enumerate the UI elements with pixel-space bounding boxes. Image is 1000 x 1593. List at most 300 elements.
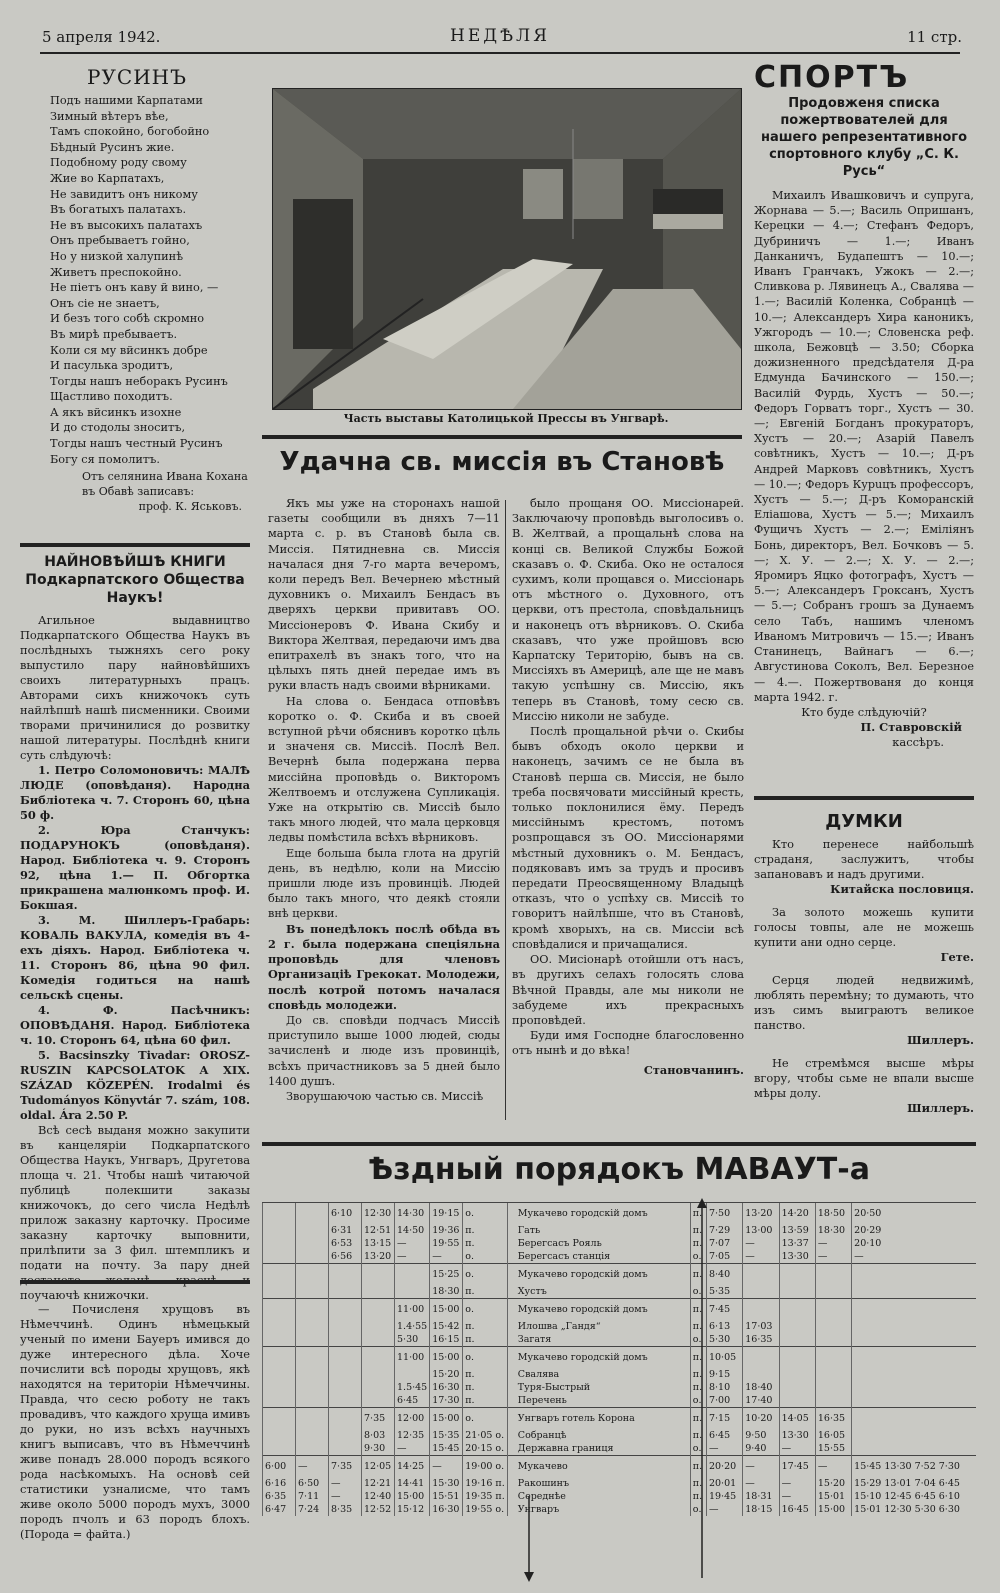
departure-time: 15·25 <box>430 1264 463 1286</box>
departure-time: п. <box>463 1285 508 1299</box>
arrival-time: 7·05 <box>706 1250 742 1264</box>
departure-time: о. <box>463 1347 508 1369</box>
poem-line: Не въ высокихъ палатахъ <box>50 218 203 232</box>
departure-time <box>362 1320 395 1333</box>
arrival-time: 13·00 <box>743 1224 779 1237</box>
departure-time: 14·30 <box>395 1203 430 1225</box>
timetable-row <box>263 1224 977 1237</box>
arrival-time: 16·35 <box>815 1408 851 1430</box>
departure-time: 6·00 <box>263 1456 296 1478</box>
arrival-time: п. <box>690 1456 706 1478</box>
arrival-time <box>779 1333 815 1347</box>
poem-line: И безъ того собѣ скромно <box>50 312 205 326</box>
departure-time: 13·15 <box>362 1237 395 1250</box>
thought-author: Шиллеръ. <box>907 1033 974 1047</box>
station-name: Мукачево городскiй домъ <box>507 1347 690 1369</box>
arrival-time <box>743 1299 779 1321</box>
arrival-time: 20·01 <box>706 1477 742 1490</box>
departure-time: 13·20 <box>362 1250 395 1264</box>
departure-time: 6·16 <box>263 1477 296 1490</box>
arrival-time <box>852 1299 976 1321</box>
departure-time: 15·45 <box>430 1442 463 1456</box>
departure-time: п. <box>463 1320 508 1333</box>
departure-time <box>329 1264 362 1286</box>
paper-title: НЕДѢЛЯ <box>450 26 550 46</box>
arrival-time: 20·29 <box>852 1224 976 1237</box>
arrival-time <box>779 1320 815 1333</box>
arrival-time <box>779 1381 815 1394</box>
arrival-time <box>815 1299 851 1321</box>
sport-block <box>754 60 974 790</box>
arrival-time: 7·00 <box>706 1394 742 1408</box>
departure-time <box>362 1264 395 1286</box>
departure-time: 15·12 <box>395 1503 430 1516</box>
station-name: Мукачево городскiй домъ <box>507 1203 690 1225</box>
station-name: Илошва „Гандя“ <box>507 1320 690 1333</box>
arrival-time: 7·45 <box>706 1299 742 1321</box>
departure-time <box>395 1368 430 1381</box>
departure-time: — <box>395 1442 430 1456</box>
arrival-time: п. <box>690 1203 706 1225</box>
arrival-time <box>779 1394 815 1408</box>
departure-time <box>329 1320 362 1333</box>
departure-time: 18·30 <box>430 1285 463 1299</box>
timetable-row <box>263 1285 977 1299</box>
poem-line: Бѣдный Русинъ жие. <box>50 140 175 154</box>
departure-time: 6·10 <box>329 1203 362 1225</box>
arrival-time: 15·20 <box>815 1477 851 1490</box>
arrival-time: 8·10 <box>706 1381 742 1394</box>
departure-time <box>395 1285 430 1299</box>
departure-time: 19·55 о. <box>463 1503 508 1516</box>
departure-time: 20·15 о. <box>463 1442 508 1456</box>
arrival-time <box>852 1347 976 1369</box>
bus-timetable <box>262 1142 976 1586</box>
thoughts-block <box>754 796 974 1149</box>
photo-caption: Часть выставы Католицькой Прессы въ Унгварѣ. <box>343 412 669 425</box>
departure-time: 1.5·45 <box>395 1381 430 1394</box>
down-arrow-head-icon <box>524 1572 534 1582</box>
departure-time: 19·36 <box>430 1224 463 1237</box>
departure-time: 12·40 <box>362 1490 395 1503</box>
arrival-time: 5·35 <box>706 1285 742 1299</box>
arrival-time: 16·05 <box>815 1429 851 1442</box>
arrival-time <box>779 1299 815 1321</box>
departure-time: 15·30 <box>430 1477 463 1490</box>
departure-time: 6·50 <box>296 1477 329 1490</box>
arrival-time <box>815 1394 851 1408</box>
departure-time: 11·00 <box>395 1347 430 1369</box>
mission-title: Удачна св. миссiя въ Становѣ <box>279 447 725 477</box>
timetable-row <box>263 1368 977 1381</box>
departure-time: 6·31 <box>329 1224 362 1237</box>
poem-block <box>22 65 252 535</box>
arrival-time: — <box>815 1237 851 1250</box>
arrival-time: п. <box>690 1320 706 1333</box>
departure-time: 12·30 <box>362 1203 395 1225</box>
arrival-time: о. <box>690 1285 706 1299</box>
poem-line: Не пiетъ онъ каву й вино, — <box>50 281 219 295</box>
arrival-time <box>852 1381 976 1394</box>
arrival-time: о. <box>690 1503 706 1516</box>
arrival-time: 6·13 <box>706 1320 742 1333</box>
arrival-time: — <box>743 1250 779 1264</box>
departure-time: 15·51 <box>430 1490 463 1503</box>
departure-time: — <box>395 1250 430 1264</box>
arrival-time: 19·45 <box>706 1490 742 1503</box>
departure-time: — <box>296 1456 329 1478</box>
departure-time <box>329 1333 362 1347</box>
departure-time <box>329 1368 362 1381</box>
arrival-time: 17·45 <box>779 1456 815 1478</box>
arrival-time: 6·45 <box>706 1429 742 1442</box>
mission-paragraph: На слова о. Бендаса отповѣвъ коротко о. Ф. Скиба и въ своей вступной рѣчи обяснивъ коротко цѣль и значеня св. Миссiѣ. Послѣ Вел. Вечернѣ была подержана перва миссiйна проповѣдь о. Викторомъ Желтвоемъ и отслужена Супликацiя. Уже на открытiю св. Миссiѣ было такъ много людей, что мала церковця ледвы помѣстила всѣхъ вѣрниковъ. <box>268 694 500 845</box>
timetable-row <box>263 1490 977 1503</box>
arrival-time: — <box>852 1250 976 1264</box>
timetable-grid <box>262 1202 976 1516</box>
arrival-time: п. <box>690 1490 706 1503</box>
arrival-time <box>743 1264 779 1286</box>
departure-time: 16·15 <box>430 1333 463 1347</box>
poem-line: Тогды нашъ неборакъ Русинъ <box>50 374 228 388</box>
departure-time: 12·21 <box>362 1477 395 1490</box>
arrival-time: 10·05 <box>706 1347 742 1369</box>
sport-signer: П. Ставровскiй <box>860 719 962 734</box>
books-title: НАЙНОВѢЙШѢ КНИГИ Подкарпатского Общества Наукъ! <box>25 554 245 606</box>
departure-time: — <box>395 1237 430 1250</box>
mission-paragraph: Якъ мы уже на сторонахъ нашой газеты сообщили въ дняхъ 7—11 марта с. р. въ Становѣ была св. Миссiя. Пятидневна св. Миссiя началася дня 7-го марта вечеромъ, коли передъ Вел. Вечернею мѣстный духовникъ о. Михаилъ Бендасъ въ дверяхъ церкви привитавъ ОО. Миссiонеровъ Ф. Ивана Скибу и Виктора Желтвая, передаючи имъ два епитрахелѣ въ знакъ того, что на цѣлыхъ пять дней передае имъ въ руки власть надъ своими вѣрниками. <box>268 497 500 693</box>
departure-time: о. <box>463 1264 508 1286</box>
bugs-text: — Почисленя хрущовъ въ Нѣмеччинѣ. Одинъ нѣмецькый ученый по имени Бауеръ имився до дуже интересного дѣла. Хоче почислити всѣ породы хрущовъ, якѣ находятся на територiи Нѣмеччины. Правда, что сесю роботу не такъ провадивъ, что каждого хруща имивъ до руки, но изъ всѣхъ научныхъ книгъ выписавъ, что въ Нѣмеччинѣ живе понадъ 28.000 породъ всякого рода насѣкомыхъ. На основѣ сей статистики узналисме, что тамъ живе около 5000 породъ мухъ, 3000 породъ пчолъ и 63 породъ блохъ. (Порода = файта.) <box>20 1302 250 1541</box>
departure-time: п. <box>463 1224 508 1237</box>
departure-time: о. <box>463 1203 508 1225</box>
arrival-time: п. <box>690 1237 706 1250</box>
arrival-time: — <box>743 1237 779 1250</box>
arrival-time <box>852 1320 976 1333</box>
departure-time <box>362 1368 395 1381</box>
departure-time <box>329 1394 362 1408</box>
arrival-time <box>743 1368 779 1381</box>
masthead <box>30 22 970 58</box>
thoughts-title: ДУМКИ <box>825 811 903 832</box>
arrival-time: 15·29 13·01 7·04 6·45 <box>852 1477 976 1490</box>
departure-time: 15·00 <box>430 1408 463 1430</box>
arrival-time: 18·30 <box>815 1224 851 1237</box>
arrival-time: п. <box>690 1299 706 1321</box>
arrival-time <box>852 1394 976 1408</box>
departure-time: 12·52 <box>362 1503 395 1516</box>
mission-paragraph: Еще больша была глота на другiй день, въ недѣлю, коли на Миссiю пришли люде изъ провинцiѣ. Людей было такъ много, что деякѣ стояли внѣ церкви. <box>268 846 500 921</box>
departure-time: 16·30 <box>430 1503 463 1516</box>
arrival-time: 15·45 13·30 7·52 7·30 <box>852 1456 976 1478</box>
timetable-row <box>263 1237 977 1250</box>
thought-author: Гете. <box>940 950 974 964</box>
arrival-time: — <box>779 1477 815 1490</box>
timetable-row <box>263 1477 977 1490</box>
mission-signature: Становчанинъ. <box>643 1062 744 1077</box>
departure-time: 12·00 <box>395 1408 430 1430</box>
timetable-row <box>263 1381 977 1394</box>
arrival-time <box>779 1368 815 1381</box>
departure-time: 15·35 <box>430 1429 463 1442</box>
departure-time: 6·45 <box>395 1394 430 1408</box>
arrival-time <box>815 1368 851 1381</box>
poem-line: Тогды нашъ честный Русинъ <box>50 437 223 451</box>
book-item: 4. Ф. Пасѣчникъ: ОПОВѢДАНЯ. Народ. Библiотека ч. 10. Сторонъ 64, цѣна 60 фил. <box>20 1003 250 1047</box>
arrival-time: 16·45 <box>779 1503 815 1516</box>
arrival-time <box>815 1381 851 1394</box>
book-item: 1. Петро Соломоновичъ: МАЛѢ ЛЮДЕ (оповѣданя). Народна Библiотека ч. 7. Сторонъ 60, цѣна 50 ф. <box>20 763 250 822</box>
departure-time: 19·35 п. <box>463 1490 508 1503</box>
arrival-time: п. <box>690 1477 706 1490</box>
station-name: Гать <box>507 1224 690 1237</box>
arrival-time: о. <box>690 1394 706 1408</box>
bugs-article <box>20 1280 250 1572</box>
station-name: Свалява <box>507 1368 690 1381</box>
mission-paragraph: Въ понедѣлокъ послѣ обѣда въ 2 г. была подержана спецiяльна проповѣдь для членовъ Организацiѣ Грекокат. Молодежи, послѣ котрой потомъ началася сповѣдь молодежи. <box>268 921 500 1012</box>
arrival-time: 7·15 <box>706 1408 742 1430</box>
arrival-time: п. <box>690 1347 706 1369</box>
departure-time: 19·55 <box>430 1237 463 1250</box>
departure-time: 15·42 <box>430 1320 463 1333</box>
poem-line: И до стодолы зноситъ, <box>50 421 186 435</box>
departure-time: 12·05 <box>362 1456 395 1478</box>
sport-title: СПОРТЪ <box>754 60 910 95</box>
arrival-time: п. <box>690 1381 706 1394</box>
arrival-time <box>815 1347 851 1369</box>
departure-time: — <box>430 1456 463 1478</box>
station-name: Берегсасъ Рояль <box>507 1237 690 1250</box>
departure-time <box>362 1394 395 1408</box>
arrival-time: — <box>706 1503 742 1516</box>
departure-time: 8·03 <box>362 1429 395 1442</box>
arrival-time <box>815 1320 851 1333</box>
departure-time: 8·35 <box>329 1503 362 1516</box>
arrival-time <box>852 1442 976 1456</box>
mission-paragraph: До св. сповѣди подчасъ Миссiѣ приступило выше 1000 людей, сюды зачисленѣ и люде изъ провинцiѣ, всѣхъ причастниковъ за 5 дней было 1400 душъ. <box>268 1013 500 1088</box>
thought-text: За золото можешь купити голосы товпы, але не можешь купити ани одно серце. <box>754 905 974 949</box>
arrival-time: 7·29 <box>706 1224 742 1237</box>
poem-note: Отъ селянина Ивана Кохана въ Обавѣ записавъ: <box>82 470 248 499</box>
issue-date: 5 апреля 1942. <box>42 28 161 46</box>
arrival-time: 7·07 <box>706 1237 742 1250</box>
arrival-time: о. <box>690 1250 706 1264</box>
thought-text: Не стремѣмся высше мѣры вгору, чтобы сьме не впали высше мѣры долу. <box>754 1056 974 1100</box>
mission-column-divider <box>505 500 506 1120</box>
arrival-time: 8·40 <box>706 1264 742 1286</box>
timetable-row <box>263 1203 977 1225</box>
station-name: Перечень <box>507 1394 690 1408</box>
departure-time <box>362 1333 395 1347</box>
timetable-row <box>263 1264 977 1286</box>
arrival-time: 14·20 <box>779 1203 815 1225</box>
departure-time: 16·30 <box>430 1381 463 1394</box>
timetable-title: Ѣздный порядокъ МАВАУТ-а <box>368 1152 870 1187</box>
poem-line: Живетъ преспокойно. <box>50 265 182 279</box>
departure-time <box>362 1347 395 1369</box>
departure-time <box>329 1347 362 1369</box>
book-item: 2. Юра Станчукъ: ПОДАРУНОКЪ (оповѣданя). Народ. Библiотека ч. 9. Сторонъ 92, цѣна 1.— П. Обгортка прикрашена малюнкомъ проф. И. Бокшая. <box>20 823 250 912</box>
arrival-time: — <box>815 1250 851 1264</box>
arrival-time: 13·30 <box>779 1250 815 1264</box>
arrival-time: 15·10 12·45 6·45 6·10 <box>852 1490 976 1503</box>
station-name: Унгваръ готель Корона <box>507 1408 690 1430</box>
departure-time <box>329 1442 362 1456</box>
mission-paragraph: Послѣ прощальной рѣчи о. Скибы бывъ обходъ около церкви и наконецъ, зачимъ се не была въ Становѣ перша св. Миссiя, не было треба посвячовати миссiйный кресть, только поклонилися ёму. Передъ миссiйнымъ крестомъ, потомъ розпрощався зъ ОО. Миссiонарями мѣстный духовникъ о. М. Бендасъ, подяковавъ имъ за трудъ и просивъ передати Преосвященному Владыцѣ отказъ, что о успѣху св. Миссiѣ то говоритъ найлѣпше, что въ Становѣ, кромѣ хворыхъ, на св. Миссiи всѣ сповѣдалися и причащалися. <box>512 725 744 951</box>
books-outro: Всѣ сесѣ выданя можно закупити въ канцелярiи Подкарпатского Общества Наукъ, Унгваръ, Другетова площа ч. 21. Чтобы нашѣ читаючой публицѣ полекшити заказы книжочокъ, до сего числа Недѣлѣ прилож заказну карточку. Просиме заказну карточку выповнити, прилѣпити за 3 фил. штемпликъ и подати на почту. За пару дней достанете желанѣ краснѣ и поучаючѣ книжочки. <box>20 1123 250 1302</box>
arrival-time: 13·37 <box>779 1237 815 1250</box>
departure-time: 12·51 <box>362 1224 395 1237</box>
sport-subtitle: Продовженя списка пожертвователей для нашего репрезентативного спортовного клубу „С. К. Русь“ <box>760 96 968 179</box>
arrival-time: п. <box>690 1408 706 1430</box>
poem-line: И пасулька зродитъ, <box>50 359 174 373</box>
arrival-time <box>852 1368 976 1381</box>
departure-time: 15·20 <box>430 1368 463 1381</box>
arrival-time: 9·50 <box>743 1429 779 1442</box>
timetable-row <box>263 1456 977 1478</box>
arrival-time: — <box>779 1490 815 1503</box>
mission-paragraph: Зворушаючою частью св. Миссiѣ <box>286 1089 484 1103</box>
arrival-time: 15·01 <box>815 1490 851 1503</box>
arrival-time <box>852 1264 976 1286</box>
departure-time: 7·24 <box>296 1503 329 1516</box>
arrival-time <box>779 1264 815 1286</box>
sport-role: кассѣръ. <box>892 734 944 749</box>
poem-line: Тамъ спокойно, богобойно <box>50 125 210 139</box>
departure-time: 6·56 <box>329 1250 362 1264</box>
station-name: Мукачево городскiй домъ <box>507 1264 690 1286</box>
arrival-time: — <box>779 1442 815 1456</box>
poem-line: Зимный вѣтеръ вѣе, <box>50 109 169 123</box>
station-name: Берегсасъ станцiя <box>507 1250 690 1264</box>
arrival-time: 17·40 <box>743 1394 779 1408</box>
timetable-row <box>263 1429 977 1442</box>
arrival-time: 20·10 <box>852 1237 976 1250</box>
timetable-row <box>263 1408 977 1430</box>
timetable-row <box>263 1503 977 1516</box>
departure-time: 11·00 <box>395 1299 430 1321</box>
departure-time: — <box>329 1490 362 1503</box>
arrival-time: 9·40 <box>743 1442 779 1456</box>
departure-time: п. <box>463 1333 508 1347</box>
departure-time: 7·35 <box>329 1456 362 1478</box>
poem-line: А якъ вйсинкъ изохне <box>50 405 182 419</box>
poem-line: Жие во Карпатахъ, <box>50 171 165 185</box>
thought-author: Шиллеръ. <box>907 1101 974 1115</box>
arrival-time <box>779 1285 815 1299</box>
poem-line: Коли ся му вйсинкъ добре <box>50 343 208 357</box>
arrival-time: 18·40 <box>743 1381 779 1394</box>
arrival-time: — <box>706 1442 742 1456</box>
departure-time: п. <box>463 1368 508 1381</box>
arrival-time: 18·50 <box>815 1203 851 1225</box>
arrival-time: 15·55 <box>815 1442 851 1456</box>
arrival-time <box>779 1347 815 1369</box>
thought-author: Китайска пословиця. <box>830 882 974 896</box>
arrival-time: 20·20 <box>706 1456 742 1478</box>
arrival-time <box>852 1429 976 1442</box>
arrival-time: 13·59 <box>779 1224 815 1237</box>
sport-donors: Михаилъ Ивашковичъ и супруга, Жорнава — 5.—; Василь Опришанъ, Керецки — 4.—; Стефанъ Федоръ, Дубриничъ — 1.—; Иванъ Данканичъ, Будапештъ — 10.—; Иванъ Гранчакъ, Ужокъ — 2.—; Сливкова р. Лявинецъ А., Свалява — 1.—; Василiй Коленка, Собранцѣ — 10.—; Александеръ Хира каноникъ, Ужгородъ — 10.—; Словенска реф. школа, Бежовцѣ — 3.50; Сборка дожизненного предсѣдателя Д-ра Едмунда Бачинского — 150.—; Василiй Фурдь, Хустъ — 50.—; Федоръ Горватъ торг., Хустъ — 30.—; Евгенiй Богданъ прокураторъ, Хустъ — 20.—; Азарiй Павелъ совѣтникъ, Хустъ — 10.—; Д-ръ Андрей Марковъ совѣтникъ, Хустъ — 10.—; Федоръ Курuцъ профессоръ, Хустъ — 5.—; Д-ръ Коморанскiй Елiашова, Хустъ — 5.—; Михаилъ Фущичъ Хустъ — 2.—; Емiлiянъ Бонь, директоръ, Вел. Бочковъ — 5.—; Х. У. — 2.—; Х. У. — 2.—; Яромиръ Яцко фотографъ, Хустъ — 5.—; Александеръ Гроксанъ, Хустъ — 5.—; Собранъ грошъ за Дунаемъ село Табъ, нашимъ членомъ Иваномъ Митровичъ — 15.—; Иванъ Станинецъ, Вайнагъ — 6.—; Августинова Соколъ, Вел. Березное — 4.—. Пожертвованя до конця марта 1942. г. <box>754 189 974 704</box>
poem-title: РУСИНЪ <box>87 65 187 89</box>
departure-time <box>329 1408 362 1430</box>
timetable-row <box>263 1394 977 1408</box>
arrival-time: 10·20 <box>743 1408 779 1430</box>
poem-line: Но у низкой халупинѣ <box>50 249 184 263</box>
timetable-row <box>263 1347 977 1369</box>
mission-paragraph: ОО. Мисiонарѣ отойшли отъ насъ, въ другихъ селахъ голосять слова Вѣчной Правды, але мы николи не забудеме ихъ прекрасныхъ проповѣдей. <box>512 953 744 1027</box>
station-name: Унгваръ <box>507 1503 690 1516</box>
arrival-time <box>815 1264 851 1286</box>
mission-column-left <box>268 496 500 1126</box>
arrival-time: о. <box>690 1442 706 1456</box>
departure-time <box>395 1264 430 1286</box>
departure-time: 19·15 <box>430 1203 463 1225</box>
arrival-time: 20·50 <box>852 1203 976 1225</box>
thought-text: Серця людей недвижимѣ, люблять перемѣну; то думають, что изъ симъ выиграютъ великое панство. <box>754 973 974 1032</box>
departure-time: 14·50 <box>395 1224 430 1237</box>
departure-time <box>329 1299 362 1321</box>
departure-time: о. <box>463 1250 508 1264</box>
departure-time <box>329 1285 362 1299</box>
masthead-rule <box>40 52 960 54</box>
arrival-time: 17·03 <box>743 1320 779 1333</box>
arrival-time: — <box>815 1456 851 1478</box>
departure-time: 14·41 <box>395 1477 430 1490</box>
departure-time: 17·30 <box>430 1394 463 1408</box>
departure-time: 5·30 <box>395 1333 430 1347</box>
arrival-time: 18·15 <box>743 1503 779 1516</box>
timetable-row <box>263 1299 977 1321</box>
books-intro: Агильное выдавництво Подкарпатского Общества Наукъ въ послѣдныхъ тыжняхъ сего року выпустило пару найновѣйшихъ своихъ литературныхъ працъ. Авторами сихъ книжочокъ суть найлѣпшѣ нашѣ писменники. Своими творами причинилися до розвитку нашой литературы. Послѣднѣ книги суть слѣдуючѣ: <box>20 613 250 762</box>
departure-time <box>329 1381 362 1394</box>
departure-time: 15·00 <box>430 1347 463 1369</box>
arrival-time: п. <box>690 1264 706 1286</box>
departure-time: 6·53 <box>329 1237 362 1250</box>
poem-line: Подобному роду свому <box>50 156 187 170</box>
arrival-time <box>852 1285 976 1299</box>
poem-author: проф. К. Яськовъ. <box>138 500 242 514</box>
exhibition-photo-image <box>273 89 741 409</box>
departure-time: о. <box>463 1299 508 1321</box>
mission-paragraph: было прощаня ОО. Миссiонарей. Заключаючу проповѣдь выголосивъ о. В. Желтвай, а прощальнѣ слова на концi св. Великой Службы Божой сказавъ о. Ф. Скиба. Око не осталося сухимъ, коли прощався о. Миссiонарь отъ мѣстного о. Духовного, отъ церкви, отъ престола, сповѣдальницъ и наконецъ отъ вѣрниковъ. О. Скиба сказавъ, что уже пройшовъ всю Карпатску Територiю, бывъ на св. Миссiяхъ въ Америцѣ, але ще не мавъ такую успѣшну св. Миссiю, якъ теперь въ Становѣ, тому сесю св. Миссiю николи не забуде. <box>512 497 744 723</box>
arrival-time: 7·50 <box>706 1203 742 1225</box>
station-name: Туря-Быстрый <box>507 1381 690 1394</box>
poem-line: Онъ пребываетъ гойно, <box>50 234 190 248</box>
arrival-time: п. <box>690 1224 706 1237</box>
station-name: Загатя <box>507 1333 690 1347</box>
poem-line: Щастливо походитъ. <box>50 390 173 404</box>
books-block <box>20 543 250 1302</box>
sport-question: Кто буде слѣдуючiй? <box>801 704 927 719</box>
departure-time: 14·25 <box>395 1456 430 1478</box>
departure-time <box>362 1381 395 1394</box>
arrival-time: 18·31 <box>743 1490 779 1503</box>
arrival-time: — <box>743 1456 779 1478</box>
arrival-time: о. <box>690 1333 706 1347</box>
departure-time <box>362 1299 395 1321</box>
departure-time: о. <box>463 1408 508 1430</box>
departure-time: п. <box>463 1381 508 1394</box>
departure-time: 1.4·55 <box>395 1320 430 1333</box>
departure-time: 19·00 о. <box>463 1456 508 1478</box>
poem-line: Въ мирѣ пребываетъ. <box>50 327 178 341</box>
arrival-time: — <box>743 1477 779 1490</box>
arrival-time: 13·20 <box>743 1203 779 1225</box>
timetable-row <box>263 1250 977 1264</box>
exhibition-photo <box>272 88 742 410</box>
station-name: Мукачево <box>507 1456 690 1478</box>
